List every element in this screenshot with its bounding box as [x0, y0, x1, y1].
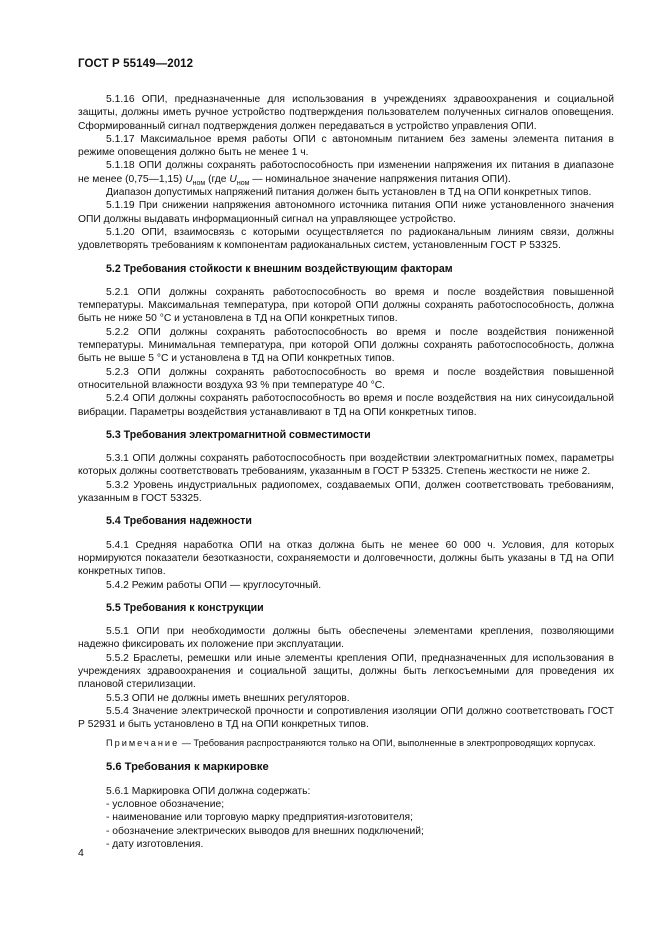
list-item: - условное обозначение;: [106, 799, 225, 811]
symbol-u: U: [229, 173, 237, 185]
paragraph-5-2-2: 5.2.2 ОПИ должны сохранять работоспособность во время и после воздействия пониженной температуры. Минимальная температура, при которой ОПИ должны сохранять работоспособность, должна быть не выше 5 °С и установлена в ТД на ОПИ конкретных типов.: [78, 326, 614, 365]
paragraph-5-1-17: 5.1.17 Максимальное время работы ОПИ с автономным питанием без замены элемента питания в режиме оповещения должно быть не менее 1 ч.: [78, 133, 614, 159]
subscript-nom: ном: [192, 179, 206, 187]
page-number: 4: [78, 847, 84, 859]
section-heading-5-2: 5.2 Требования стойкости к внешним воздействующим факторам: [106, 262, 453, 275]
paragraph-5-5-4: 5.5.4 Значение электрической прочности и сопротивления изоляции ОПИ должно соответствовать ГОСТ Р 52931 и быть установлено в ТД на ОПИ конкретных типов.: [78, 705, 614, 731]
document-body: [78, 93, 614, 851]
paragraph-5-5-2: 5.5.2 Браслеты, ремешки или иные элементы крепления ОПИ, предназначенных для использования в учреждениях здравоохранения и социальной защиты, должны быть легкосъемными для проведения их плановой стерилизации.: [78, 652, 614, 691]
list-item: - дату изготовления.: [106, 838, 204, 850]
paragraph-5-2-4: 5.2.4 ОПИ должны сохранять работоспособность во время и после воздействия на них синусоидальной вибрации. Параметры воздействия устанавливают в ТД на ОПИ конкретных типов.: [78, 393, 614, 418]
paragraph-voltage-range: Диапазон допустимых напряжений питания должен быть установлен в ТД на ОПИ конкретных типов.: [106, 187, 592, 199]
paragraph-5-1-18: [78, 159, 614, 186]
subscript-nom: ном: [236, 179, 250, 187]
paragraph-5-3-2: 5.3.2 Уровень индустриальных радиопомех, создаваемых ОПИ, должен соответствовать требованиям, указанным в ГОСТ 53325.: [78, 479, 614, 505]
text-fragment: — номинальное значение напряжения питания ОПИ).: [249, 173, 511, 185]
paragraph-5-1-16: 5.1.16 ОПИ, предназначенные для использования в учреждениях здравоохранения и социальной защиты, должны иметь ручное устройство подтверждения пользователем полученных сигналов оповещения. Сформированный сигнал подтверждения должен передаваться в устройство управления ОПИ.: [78, 94, 614, 132]
note-label: Примечание: [106, 738, 180, 749]
paragraph-5-4-1: 5.4.1 Средняя наработка ОПИ на отказ должна быть не менее 60 000 ч. Условия, для которых нормируются показатели безотказности, сохраняемости и долговечности, должны быть указаны в ТД на ОПИ конкретных типов.: [78, 539, 614, 578]
section-heading-5-6: 5.6 Требования к маркировке: [106, 761, 269, 774]
paragraph-5-2-3: 5.2.3 ОПИ должны сохранять работоспособность во время и после воздействия повышенной относительной влажности воздуха 93 % при температуре 40 °С.: [78, 366, 614, 391]
list-item: - наименование или торговую марку предприятия-изготовителя;: [106, 812, 413, 824]
section-heading-5-3: 5.3 Требования электромагнитной совместимости: [106, 428, 371, 441]
paragraph-5-2-1: 5.2.1 ОПИ должны сохранять работоспособность во время и после воздействия повышенной температуры. Максимальная температура, при которой ОПИ должны сохранять работоспособность, должна быть не ниже 50 °С и установлена в ТД на ОПИ конкретных типов.: [78, 286, 614, 325]
paragraph-5-5-3: 5.5.3 ОПИ не должны иметь внешних регуляторов.: [106, 692, 350, 704]
section-heading-5-4: 5.4 Требования надежности: [106, 515, 252, 528]
paragraph-5-4-2: 5.4.2 Режим работы ОПИ — круглосуточный.: [106, 579, 322, 591]
note-text: — Требования распространяются только на ОПИ, выполненные в электропроводящих корпусах.: [179, 738, 596, 749]
paragraph-5-5-1: 5.5.1 ОПИ при необходимости должны быть обеспечены элементами крепления, позволяющими надежно фиксировать их положение при эксплуатации.: [78, 626, 614, 651]
text-fragment: 5.1.18 ОПИ должны сохранять работоспособность при изменении напряжения их питания в диапазоне не менее (0,75—1,15): [78, 160, 614, 185]
note: [78, 737, 614, 749]
symbol-u: U: [185, 173, 193, 185]
list-item: - обозначение электрических выводов для внешних подключений;: [106, 825, 424, 837]
document-code: ГОСТ Р 55149—2012: [78, 58, 194, 70]
paragraph-5-3-1: 5.3.1 ОПИ должны сохранять работоспособность при воздействии электромагнитных помех, параметры которых должны соответствовать требованиям, указанным в ГОСТ Р 53325. Степень жесткости не ниже 2.: [78, 453, 614, 478]
text-fragment: (где: [205, 173, 230, 185]
section-heading-5-5: 5.5 Требования к конструкции: [106, 601, 264, 614]
paragraph-5-1-20: 5.1.20 ОПИ, взаимосвязь с которыми осуществляется по радиоканальным линиям связи, должны удовлетворять требованиям к компонентам радиоканальных систем, установленным ГОСТ Р 53325.: [78, 226, 614, 252]
paragraph-5-6-1: 5.6.1 Маркировка ОПИ должна содержать:: [106, 785, 311, 797]
paragraph-5-1-19: 5.1.19 При снижении напряжения автономного источника питания ОПИ ниже установленного значения ОПИ должны выдавать информационный сигнал на управляющее устройство.: [78, 200, 614, 225]
